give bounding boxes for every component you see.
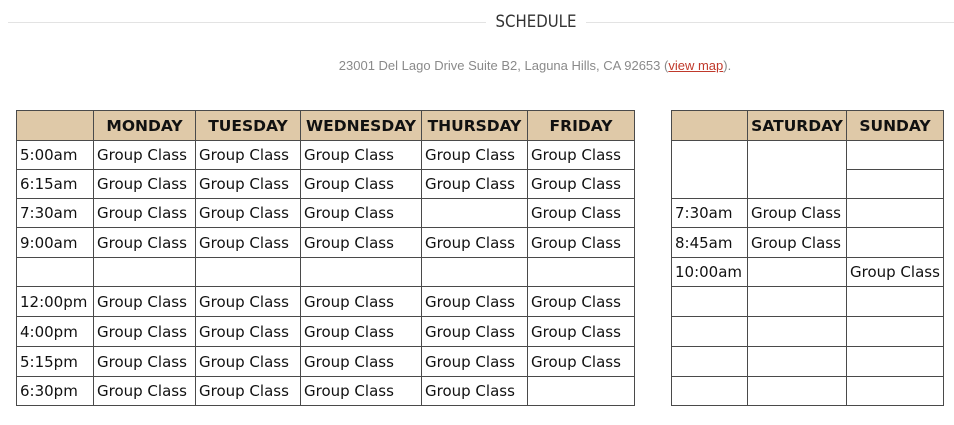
class-cell: [422, 258, 528, 287]
class-cell: Group Class: [94, 141, 196, 170]
address-text: 23001 Del Lago Drive Suite B2, Laguna Hills, CA 92653 (: [338, 58, 669, 73]
class-cell: Group Class: [528, 170, 635, 199]
class-cell: Group Class: [301, 317, 422, 347]
class-cell: Group Class: [94, 199, 196, 228]
class-cell: Group Class: [301, 170, 422, 199]
table-row: [672, 287, 944, 317]
class-cell: Group Class: [94, 287, 196, 317]
time-cell: [672, 287, 748, 317]
class-cell: [847, 317, 944, 347]
time-cell: 6:30pm: [17, 377, 94, 406]
table-row: [672, 199, 944, 228]
class-cell: [748, 347, 847, 377]
class-cell: [528, 258, 635, 287]
time-cell: 12:00pm: [17, 287, 94, 317]
class-cell: Group Class: [528, 287, 635, 317]
table-row: [672, 317, 944, 347]
class-cell: Group Class: [528, 228, 635, 258]
class-cell: Group Class: [422, 347, 528, 377]
class-cell: Group Class: [422, 228, 528, 258]
schedule-heading: [0, 10, 954, 34]
table-row: [17, 258, 635, 287]
table-row: [672, 347, 944, 377]
class-cell: [748, 317, 847, 347]
class-cell: Group Class: [748, 228, 847, 258]
class-cell: [847, 228, 944, 258]
time-cell: [672, 141, 748, 199]
time-cell: 5:15pm: [17, 347, 94, 377]
class-cell: [847, 287, 944, 317]
time-cell: 4:00pm: [17, 317, 94, 347]
class-cell: Group Class: [196, 347, 301, 377]
class-cell: [847, 199, 944, 228]
time-cell: [672, 317, 748, 347]
time-column-header: [17, 111, 94, 141]
day-header-friday: FRIDAY: [528, 111, 635, 141]
class-cell: [196, 258, 301, 287]
day-header-saturday: SATURDAY: [748, 111, 847, 141]
time-cell: 8:45am: [672, 228, 748, 258]
heading-divider-left: [8, 22, 486, 23]
time-cell: 7:30am: [672, 199, 748, 228]
heading-divider-right: [586, 22, 954, 23]
class-cell: [748, 287, 847, 317]
class-cell: Group Class: [528, 199, 635, 228]
class-cell: Group Class: [196, 141, 301, 170]
class-cell: Group Class: [301, 199, 422, 228]
time-cell: 9:00am: [17, 228, 94, 258]
class-cell: [94, 258, 196, 287]
class-cell: [847, 347, 944, 377]
weekend-header-row: [672, 111, 944, 141]
table-row: [17, 141, 635, 170]
class-cell: Group Class: [94, 377, 196, 406]
class-cell: Group Class: [422, 170, 528, 199]
class-cell: Group Class: [301, 287, 422, 317]
weekday-header-row: [17, 111, 635, 141]
class-cell: [422, 199, 528, 228]
day-header-wednesday: WEDNESDAY: [301, 111, 422, 141]
class-cell: Group Class: [847, 258, 944, 287]
time-cell: 7:30am: [17, 199, 94, 228]
class-cell: Group Class: [528, 317, 635, 347]
class-cell: Group Class: [94, 347, 196, 377]
class-cell: [528, 377, 635, 406]
day-header-tuesday: TUESDAY: [196, 111, 301, 141]
class-cell: Group Class: [196, 377, 301, 406]
day-header-monday: MONDAY: [94, 111, 196, 141]
class-cell: Group Class: [196, 228, 301, 258]
table-row: [17, 377, 635, 406]
class-cell: Group Class: [301, 377, 422, 406]
class-cell: Group Class: [422, 317, 528, 347]
class-cell: Group Class: [422, 287, 528, 317]
table-row: [17, 347, 635, 377]
day-header-sunday: SUNDAY: [847, 111, 944, 141]
view-map-link[interactable]: view map: [668, 58, 724, 73]
day-header-thursday: THURSDAY: [422, 111, 528, 141]
time-column-header: [672, 111, 748, 141]
table-row: [672, 258, 944, 287]
class-cell: [847, 141, 944, 170]
class-cell: Group Class: [196, 170, 301, 199]
class-cell: [847, 170, 944, 199]
class-cell: Group Class: [301, 228, 422, 258]
table-row: [17, 228, 635, 258]
time-cell: 5:00am: [17, 141, 94, 170]
class-cell: Group Class: [748, 199, 847, 228]
time-cell: [17, 258, 94, 287]
class-cell: Group Class: [528, 347, 635, 377]
table-row: [17, 170, 635, 199]
class-cell: Group Class: [94, 228, 196, 258]
address-suffix: ).: [723, 58, 732, 73]
class-cell: Group Class: [196, 287, 301, 317]
table-row: [17, 199, 635, 228]
class-cell: Group Class: [301, 347, 422, 377]
weekend-schedule-table: [671, 110, 944, 406]
table-row: [672, 141, 944, 170]
table-row: [672, 228, 944, 258]
class-cell: Group Class: [528, 141, 635, 170]
time-cell: [672, 377, 748, 406]
time-cell: [672, 347, 748, 377]
table-row: [672, 377, 944, 406]
class-cell: [748, 258, 847, 287]
class-cell: [301, 258, 422, 287]
class-cell: Group Class: [94, 317, 196, 347]
class-cell: [748, 377, 847, 406]
class-cell: Group Class: [196, 317, 301, 347]
class-cell: [748, 141, 847, 199]
class-cell: Group Class: [422, 141, 528, 170]
address-line: [0, 58, 954, 73]
class-cell: Group Class: [196, 199, 301, 228]
table-row: [17, 317, 635, 347]
table-row: [17, 287, 635, 317]
class-cell: Group Class: [94, 170, 196, 199]
weekday-schedule-table: [16, 110, 635, 406]
class-cell: Group Class: [301, 141, 422, 170]
time-cell: 6:15am: [17, 170, 94, 199]
time-cell: 10:00am: [672, 258, 748, 287]
class-cell: [847, 377, 944, 406]
page-title: SCHEDULE: [495, 12, 577, 32]
class-cell: Group Class: [422, 377, 528, 406]
